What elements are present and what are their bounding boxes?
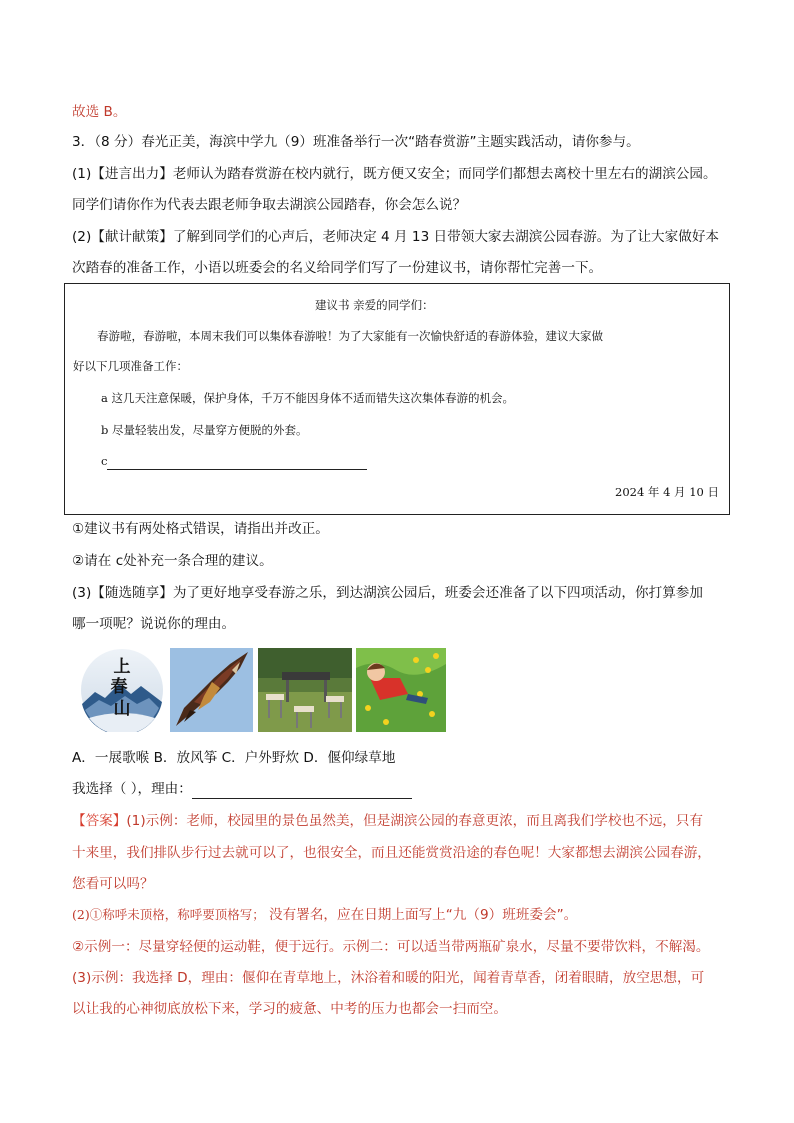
svg-text:山: 山 (113, 699, 131, 719)
letter-item-c-blank (107, 455, 367, 470)
letter-paragraph-line-1: 春游啦，春游啦，本周末我们可以集体春游啦！为了大家能有一次愉快舒适的春游体验，建议大家做 (97, 329, 603, 343)
question-3-3-line-1: (3)【随选随享】为了更好地享受春游之乐，到达湖滨公园后，班委会还准备了以下四项活动，你打算参加 (72, 585, 703, 601)
image-kite (170, 648, 253, 732)
choice-line (72, 779, 412, 799)
answer-line-7: 以让我的心神彻底放松下来，学习的疲惫、中考的压力也都会一扫而空。 (72, 1001, 507, 1017)
letter-item-a: a 这几天注意保暖，保护身体，千万不能因身体不适而错失这次集体春游的机会。 (101, 391, 515, 405)
letter-paragraph-line-2: 好以下几项准备工作： (73, 359, 188, 373)
question-3-1-line-1: (1)【进言出力】老师认为踏春赏游在校内就行，既方便又安全；而同学们都想去离校十里左右的湖滨公园。 (72, 166, 717, 182)
question-3-2-line-2: 次踏春的准备工作，小语以班委会的名义给同学们写了一份建议书，请你帮忙完善一下。 (72, 260, 603, 276)
letter-heading: 建议书 亲爱的同学们： (315, 298, 434, 312)
question-3-1-line-2: 同学们请你作为代表去跟老师争取去湖滨公园踏春，你会怎么说？ (72, 197, 467, 213)
mountain-badge-icon (79, 648, 165, 732)
answer-text-1: (1)示例：老师，校园里的景色虽然美，但是湖滨公园的春意更浓，而且离我们学校也不远，只有 (126, 813, 703, 829)
svg-text:春: 春 (110, 677, 128, 697)
answer-line-3: 您看可以吗？ (72, 876, 154, 892)
answer-line-2: 十来里，我们排队步行过去就可以了，也很安全，而且还能赏赏沿途的春色呢！大家都想去湖滨公园春游， (72, 845, 711, 861)
meadow-icon (356, 648, 446, 732)
image-sing-badge (79, 648, 165, 732)
proposal-letter-box (64, 283, 730, 515)
letter-item-c (101, 452, 367, 470)
answer-4-post: 没有署名，应在日期上面写上“九（9）班班委会”。 (264, 907, 578, 923)
image-picnic (258, 648, 352, 732)
answer-previous-line: 故选 B。 (72, 104, 127, 120)
letter-date: 2024 年 4 月 10 日 (615, 485, 719, 499)
subquestion-2: ②请在 c处补充一条合理的建议。 (72, 553, 273, 569)
activity-options: A．一展歌喉 B．放风筝 C．户外野炊 D．偃仰绿草地 (72, 750, 396, 766)
answer-line-6: (3)示例：我选择 D，理由：偃仰在青草地上，沐浴着和暖的阳光，闻着青草香，闭着眼睛，放空思想，可 (72, 970, 705, 986)
kite-icon (170, 648, 253, 732)
question-3-3-line-2: 哪一项呢？说说你的理由。 (72, 616, 236, 632)
subquestion-1: ①建议书有两处格式错误，请指出并改正。 (72, 521, 329, 537)
picnic-table-icon (258, 648, 352, 732)
question-3-2-line-1: (2)【献计献策】了解到同学们的心声后，老师决定 4 月 13 日带领大家去湖滨公园春游。为了让大家做好本 (72, 229, 720, 245)
answer-line-4 (72, 905, 577, 925)
answer-4-pre: (2)①称呼未顶格，称呼要顶格写； (72, 907, 265, 922)
letter-item-c-label: c (101, 454, 108, 468)
answer-label: 【答案】 (72, 813, 127, 829)
choice-prompt: 我选择（ ），理由： (72, 781, 192, 797)
image-lying-grass (356, 648, 446, 732)
reason-blank (192, 784, 412, 799)
image-calligraphy-text: 上 (113, 657, 131, 677)
answer-line-5: ②示例一：尽量穿轻便的运动鞋，便于远行。示例二：可以适当带两瓶矿泉水，尽量不要带饮料，不解渴。 (72, 939, 710, 955)
question-3-stem: 3．（8 分）春光正美，海滨中学九（9）班准备举行一次“踏春赏游”主题实践活动，请你参与。 (72, 134, 640, 150)
answer-line-1 (72, 811, 703, 831)
letter-item-b: b 尽量轻装出发，尽量穿方便脱的外套。 (101, 423, 308, 437)
